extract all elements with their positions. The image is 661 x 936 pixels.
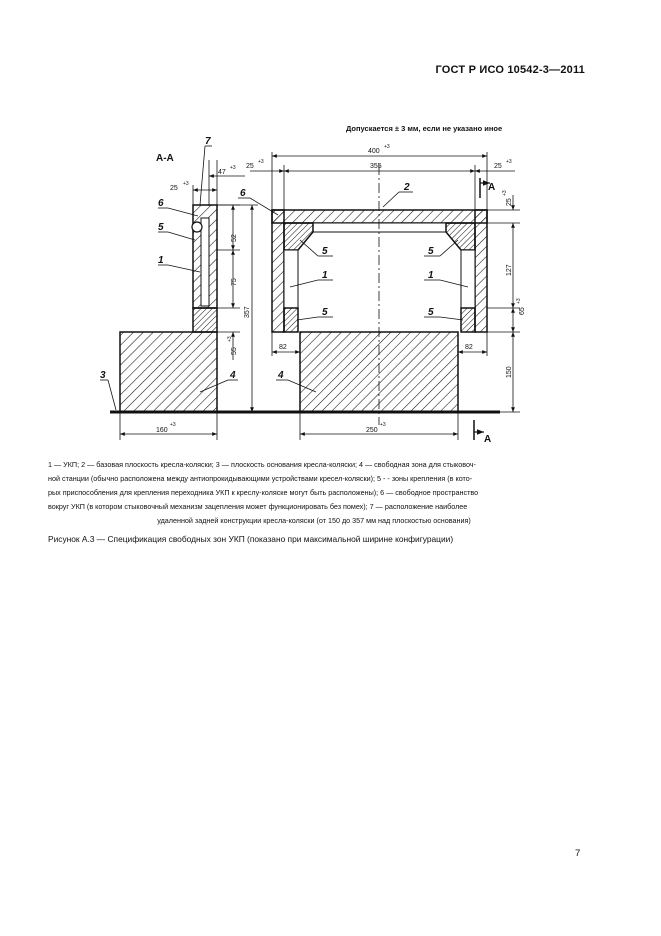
standard-header: ГОСТ Р ИСО 10542-3—2011	[435, 64, 585, 76]
svg-text:55: 55	[231, 347, 238, 355]
section-column-inner	[201, 218, 209, 306]
legend-line-2: ной станции (обычно расположена между антиопрокидывающими устройствами кресел-коляски); 5 - - зоны крепления (в кото-	[48, 474, 473, 483]
callout-5-tr: 5	[428, 246, 434, 257]
svg-text:+3: +3	[516, 298, 522, 304]
callout-5-bl: 5	[322, 307, 328, 318]
callout-7: 7	[205, 136, 211, 147]
svg-text:25: 25	[246, 163, 254, 170]
svg-text:+3: +3	[170, 422, 176, 428]
callout-6-right: 6	[240, 188, 246, 199]
svg-text:250: 250	[366, 427, 378, 434]
svg-text:+3: +3	[258, 159, 264, 165]
legend-line-3: рых приспособления для крепления переходника УКП к креслу-коляске могут быть расположены); 6 — свободное пространство	[48, 488, 479, 497]
callout-4-left: 4	[230, 370, 236, 381]
svg-text:52: 52	[231, 234, 238, 242]
svg-text:82: 82	[279, 344, 287, 351]
section-mark-top: А	[488, 182, 496, 193]
figure-title: Рисунок А.3 — Спецификация свободных зон УКП (показано при максимальной ширине конфигурации)	[48, 534, 454, 544]
svg-text:+3: +3	[506, 159, 512, 165]
figure-legend	[48, 458, 580, 528]
clamp-zone-top-left	[284, 223, 313, 250]
legend-line-1: 1 — УКП; 2 — базовая плоскость кресла-коляски; 3 — плоскость основания кресла-коляски; 4 — свободная зона для стыковоч-	[48, 460, 476, 469]
technical-drawing	[0, 0, 661, 460]
callout-5-left: 5	[158, 222, 164, 233]
svg-text:+3: +3	[384, 144, 390, 150]
svg-text:160: 160	[156, 427, 168, 434]
tolerance-note: Допускается ± 3 мм, если не указано иное	[346, 124, 503, 133]
left-free-zone	[120, 332, 217, 412]
section-circle	[192, 222, 202, 232]
svg-text:25: 25	[506, 198, 513, 206]
legend-line-4: вокруг УКП (в котором стыковочный механизм зацепления может функционировать без помех); 7 — расположение наиболее	[48, 502, 468, 511]
svg-text:75: 75	[231, 278, 238, 286]
frame-right-column	[475, 210, 487, 332]
callout-3: 3	[100, 370, 106, 381]
callout-1-right-r: 1	[428, 270, 434, 281]
svg-text:+3: +3	[230, 165, 236, 171]
svg-text:357: 357	[244, 306, 251, 318]
svg-text:47: 47	[218, 169, 226, 176]
page-number: 7	[575, 848, 581, 859]
callout-1-left: 1	[158, 255, 164, 266]
section-label: А-А	[156, 153, 174, 164]
section-mark-bottom: А	[484, 434, 492, 445]
svg-text:150: 150	[506, 366, 513, 378]
frame-left-column	[272, 210, 284, 332]
callout-4-right: 4	[278, 370, 284, 381]
svg-text:400: 400	[368, 148, 380, 155]
svg-text:127: 127	[506, 264, 513, 276]
svg-text:+3: +3	[502, 190, 508, 196]
callout-5-tl: 5	[322, 246, 328, 257]
clamp-zone-top-right	[446, 223, 475, 250]
svg-text:+3: +3	[227, 336, 233, 342]
legend-line-5: удаленной задней конструкции кресла-коляски (от 150 до 357 мм над плоскостью основания)	[157, 516, 471, 525]
svg-text:+3: +3	[380, 422, 386, 428]
callout-6-left: 6	[158, 198, 164, 209]
clamp-zone-bottom-right	[461, 308, 475, 332]
callout-5-br: 5	[428, 307, 434, 318]
frame-top-bar	[272, 210, 487, 223]
svg-text:65: 65	[519, 307, 526, 315]
callout-2: 2	[404, 182, 410, 193]
svg-text:25: 25	[494, 163, 502, 170]
callout-1-right-l: 1	[322, 270, 328, 281]
svg-text:+3: +3	[183, 181, 189, 187]
svg-text:25: 25	[170, 185, 178, 192]
svg-text:82: 82	[465, 344, 473, 351]
svg-text:355: 355	[370, 163, 382, 170]
clamp-zone-bottom-left	[284, 308, 298, 332]
section-clamp-zone	[193, 308, 217, 332]
